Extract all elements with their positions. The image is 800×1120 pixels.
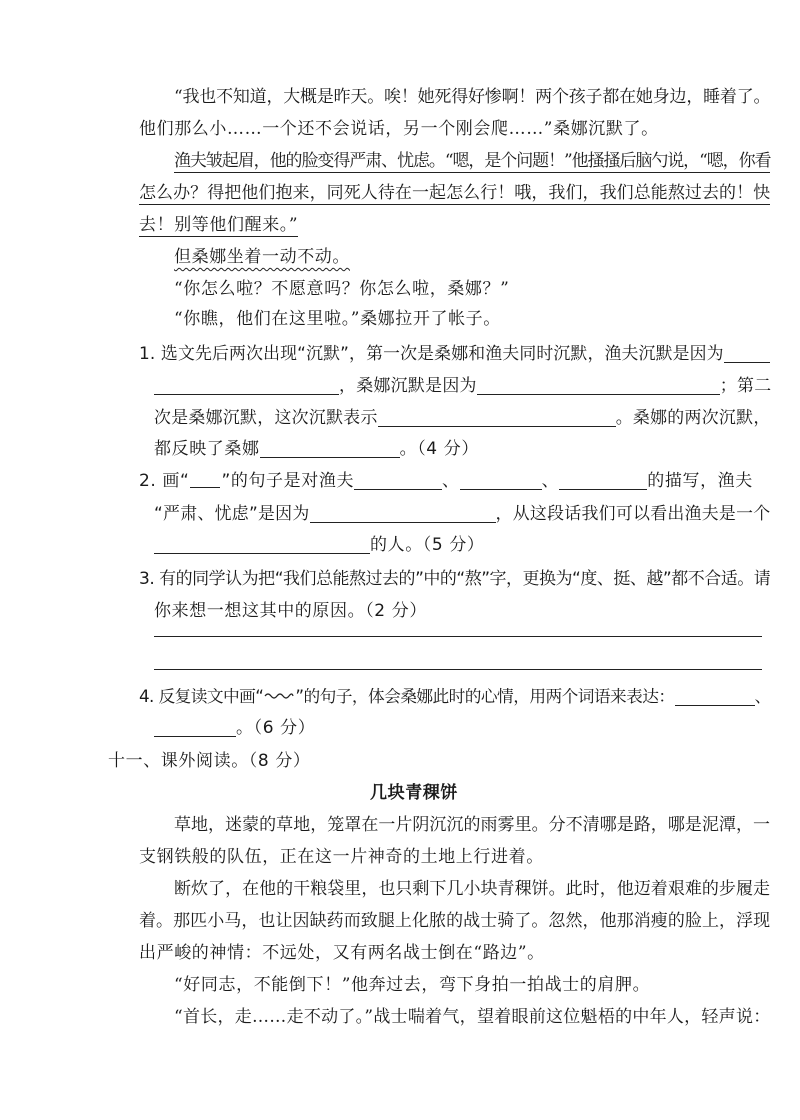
- question-3-line2: 你来想一想这其中的原因。（2 分）: [154, 601, 427, 621]
- answer-blank[interactable]: [675, 687, 755, 706]
- answer-blank[interactable]: [154, 718, 236, 737]
- answer-blank[interactable]: [378, 408, 616, 427]
- section-11-heading: 十一、课外阅读。（8 分）: [108, 751, 311, 771]
- straight-underlined-sentence: 怎么办？得把他们抱来，同死人待在一起怎么行！哦，我们，我们总能熬过去的！快: [139, 183, 771, 203]
- answer-blank[interactable]: [477, 376, 720, 395]
- reading-line: 支钢铁般的队伍，正在这一片神奇的土地上行进着。: [139, 847, 544, 867]
- question-2-line3: 的人。（5 分）: [154, 532, 485, 558]
- reading-line: 出严峻的神情：不远处，又有两名战士倒在“路边”。: [139, 943, 545, 963]
- answer-blank[interactable]: [460, 471, 542, 490]
- question-4-line2: 。（6 分）: [154, 715, 315, 741]
- reading-line: “好同志，不能倒下！”他奔过去，弯下身拍一拍战士的肩胛。: [174, 975, 651, 995]
- question-1-line4: 都反映了桑娜 。（4 分）: [154, 439, 479, 459]
- reading-title: 几块青稞饼: [370, 783, 458, 803]
- passage-p5: “你瞧，他们在这里啦。”桑娜拉开了帐子。: [174, 309, 501, 329]
- answer-blank[interactable]: [154, 535, 370, 554]
- answer-blank[interactable]: [154, 376, 339, 395]
- question-1-line3: 次是桑娜沉默，这次沉默表示 。桑娜的两次沉默，: [154, 407, 771, 427]
- wavy-line-mark: [264, 692, 294, 700]
- wavy-underlined-sentence: 但桑娜坐着一动不动。: [174, 247, 350, 267]
- straight-line-mark: [190, 473, 220, 488]
- reading-line: 着。那匹小马，也让因缺药而致腿上化脓的战士骑了。忽然，他那消瘦的脸上，浮现: [139, 911, 771, 931]
- answer-blank[interactable]: [559, 471, 647, 490]
- passage-p1-line2: 他们那么小……一个还不会说话，另一个刚会爬……”桑娜沉默了。: [139, 119, 659, 139]
- question-3-line1: 3. 有的同学认为把“我们总能熬过去的”中的“熬”字，更换为“度、挺、越”都不合适。请: [139, 569, 771, 589]
- answer-line[interactable]: [154, 669, 762, 670]
- answer-line[interactable]: [154, 636, 762, 637]
- straight-underlined-sentence: 去！别等他们醒来。”: [139, 215, 299, 235]
- question-1-line1: 1. 选文先后两次出现“沉默”，第一次是桑娜和渔夫同时沉默，渔夫沉默是因为: [139, 340, 770, 366]
- question-4-line1: 4. 反复读文中画“ ”的句子，体会桑娜此时的心情，用两个词语来表达： 、: [139, 686, 771, 706]
- question-2-line2: “严肃、忧虑”是因为 ，从这段话我们可以看出渔夫是一个: [154, 503, 771, 523]
- answer-blank[interactable]: [310, 504, 496, 523]
- answer-blank[interactable]: [260, 439, 400, 458]
- passage-p2-line1: [174, 148, 770, 174]
- passage-p4: “你怎么啦？不愿意吗？你怎么啦，桑娜？”: [174, 279, 510, 299]
- question-1-line2: ，桑娜沉默是因为 ；第二: [154, 372, 771, 398]
- passage-p1-line1: “我也不知道，大概是昨天。唉！她死得好惨啊！两个孩子都在她身边，睡着了。: [174, 87, 771, 107]
- reading-line: 草地，迷蒙的草地，笼罩在一片阴沉沉的雨雾里。分不清哪是路，哪是泥潭，一: [174, 815, 770, 835]
- passage-p2-line3: [139, 212, 298, 238]
- answer-blank[interactable]: [354, 471, 442, 490]
- answer-blank[interactable]: [724, 344, 770, 363]
- question-2-line1: 2. 画“ ”的句子是对渔夫 、 、 的描写，渔夫: [139, 471, 753, 491]
- passage-p3: [174, 244, 350, 270]
- straight-underlined-sentence: 渔夫皱起眉，他的脸变得严肃、忧虑。“嗯，是个问题！”他搔搔后脑勺说，“嗯，你看: [174, 151, 771, 171]
- reading-line: 断炊了，在他的干粮袋里，也只剩下几小块青稞饼。此时，他迈着艰难的步履走: [174, 879, 770, 899]
- passage-p2-line2: [139, 180, 770, 206]
- reading-line: “首长，走……走不动了。”战士喘着气，望着眼前这位魁梧的中年人，轻声说：: [174, 1007, 771, 1027]
